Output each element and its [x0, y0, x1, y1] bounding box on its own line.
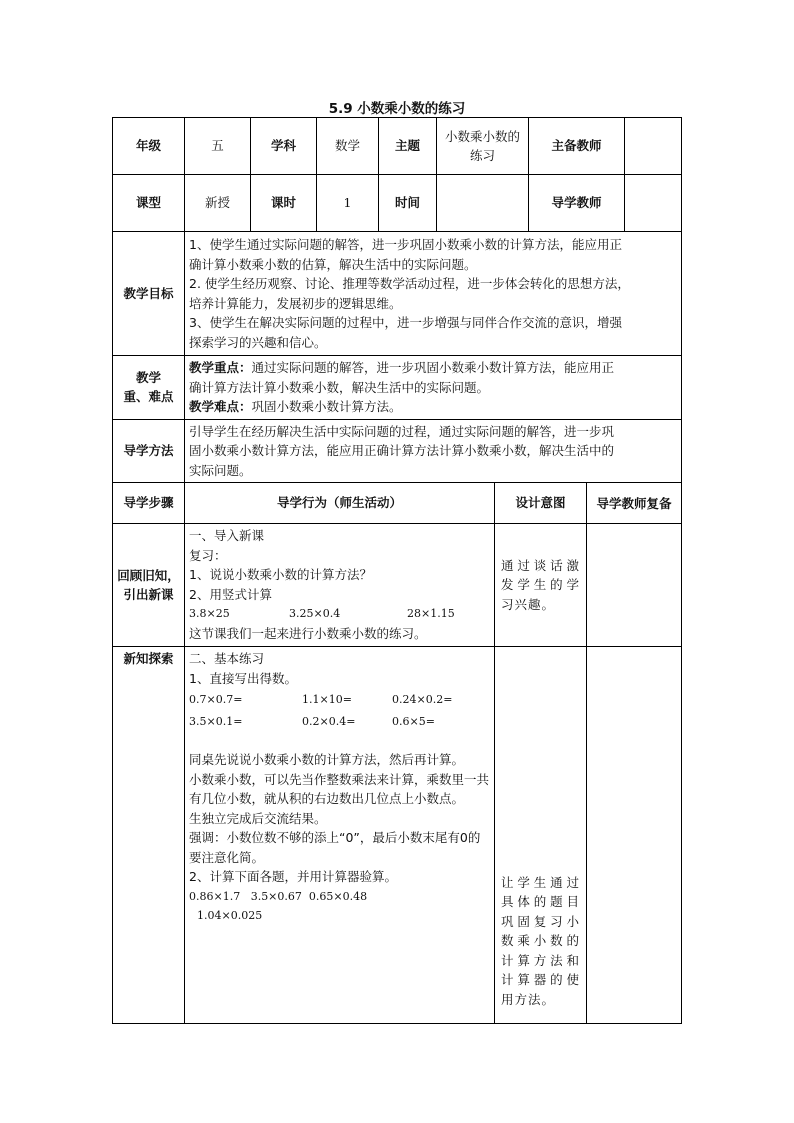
calc-item: 3.8×25 [189, 607, 230, 620]
goals-label: 教学目标 [113, 232, 185, 356]
goal-line: 2. 使学生经历观察、讨论、推理等数学活动过程，进一步体会转化的思想方法， [189, 276, 630, 291]
document-title: 5.9 小数乘小数的练习 [328, 101, 466, 117]
periods-value: 1 [317, 175, 379, 232]
design-header: 设计意图 [495, 483, 587, 524]
exercise-item: 1.1×10= [302, 693, 352, 706]
exercise-item: 3.5×0.1= [189, 714, 243, 728]
exercise-item: 0.2×0.4= [302, 714, 356, 728]
periods-label: 课时 [251, 175, 317, 232]
calc-item: 3.25×0.4 [289, 607, 341, 620]
grade-label: 年级 [113, 118, 185, 175]
method-label: 导学方法 [113, 419, 185, 483]
main-teacher-value [625, 118, 682, 175]
difficulty-text: 巩固小数乘小数计算方法。 [251, 399, 402, 414]
method-content: 引导学生在经历解决生活中实际问题的过程，通过实际问题的解答，进一步巩 固小数乘小数计算方法，能应用正确计算方法计算小数乘小数，解决生活中的 实际问题。 [185, 419, 682, 483]
focus-label: 教学重点： [189, 360, 252, 375]
topic-label: 主题 [379, 118, 437, 175]
calc2-line: 0.86×1.7 3.5×0.67 0.65×0.48 [189, 889, 368, 903]
goal-line: 1、使学生通过实际问题的解答，进一步巩固小数乘小数的计算方法，能应用正 [189, 237, 622, 252]
subject-label: 学科 [251, 118, 317, 175]
difficulty-label: 教学难点： [189, 399, 252, 414]
review-content: 一、导入新课 复习： 1、说说小数乘小数的计算方法？ 2、用竖式计算 3.8×25 3.25×0.4 28×1.15 这节课我们一起来进行小数乘小数的练习。 [185, 524, 495, 647]
subject-value: 数学 [317, 118, 379, 175]
prep-header: 导学教师复备 [587, 483, 682, 524]
focus-text-cont: 确计算方法计算小数乘小数，解决生活中的实际问题。 [189, 379, 490, 395]
calc2-line: 1.04×0.025 [197, 909, 263, 922]
step-header: 导学步骤 [113, 483, 185, 524]
focus-text: 通过实际问题的解答，进一步巩固小数乘小数计算方法，能应用正 [251, 360, 615, 375]
goal-line: 培养计算能力，发展初步的逻辑思维。 [189, 295, 402, 311]
lesson-type-value: 新授 [185, 175, 251, 232]
exercise-item: 0.6×5= [392, 714, 435, 728]
explore-design: 让学生通过具体的题目巩固复习小数乘小数的计算方法和计算器的使用方法。 [495, 647, 587, 1024]
goal-line: 确计算小数乘小数的估算，解决生活中的实际问题。 [189, 256, 477, 272]
guide-teacher-value [625, 175, 682, 232]
review-label: 回顾旧知， 引出新课 [113, 524, 185, 647]
calc-item: 28×1.15 [407, 607, 455, 620]
exercise-item: 0.7×0.7= [189, 693, 243, 706]
goal-line: 探索学习的兴趣和信心。 [189, 334, 327, 350]
review-prep [587, 524, 682, 647]
explore-prep [587, 647, 682, 1024]
time-value [437, 175, 529, 232]
key-points-content [185, 356, 682, 420]
exercise-item: 0.24×0.2= [392, 693, 453, 706]
review-design: 通过谈话激发学生的学习兴趣。 [495, 524, 587, 647]
time-label: 时间 [379, 175, 437, 232]
explore-label: 新知探索 [113, 647, 185, 1024]
key-points-label: 教学 重、难点 [113, 356, 185, 420]
lesson-plan-table [112, 117, 682, 1024]
grade-value: 五 [185, 118, 251, 175]
activity-header: 导学行为（师生活动） [185, 483, 495, 524]
goals-content [185, 232, 682, 356]
goal-line: 3、使学生在解决实际问题的过程中，进一步增强与同伴合作交流的意识，增强 [189, 315, 622, 330]
explore-content: 二、基本练习 1、直接写出得数。 0.7×0.7= 1.1×10= 0.24×0.2= 3.5×0.1= 0.2×0.4= 0.6×5= 同桌先说说小数乘小数的计算方法，然后再计算。 小数乘小数，可以先当作整数乘法来计算，乘数里一共有几位小数，就从积的右边数出几位点上小数点。 生独立完成后交流结果。 强调：小数位数不够的添上“0”，最后小数末尾有0的要注意化简。 2、计算下面各题，并用计算器验算。 0.86×1.7 3.5×0.67 0.65×0.48 1.04×0.025 [185, 647, 495, 1024]
guide-teacher-label: 导学教师 [529, 175, 625, 232]
lesson-type-label: 课型 [113, 175, 185, 232]
topic-value: 小数乘小数的练习 [437, 118, 529, 175]
main-teacher-label: 主备教师 [529, 118, 625, 175]
